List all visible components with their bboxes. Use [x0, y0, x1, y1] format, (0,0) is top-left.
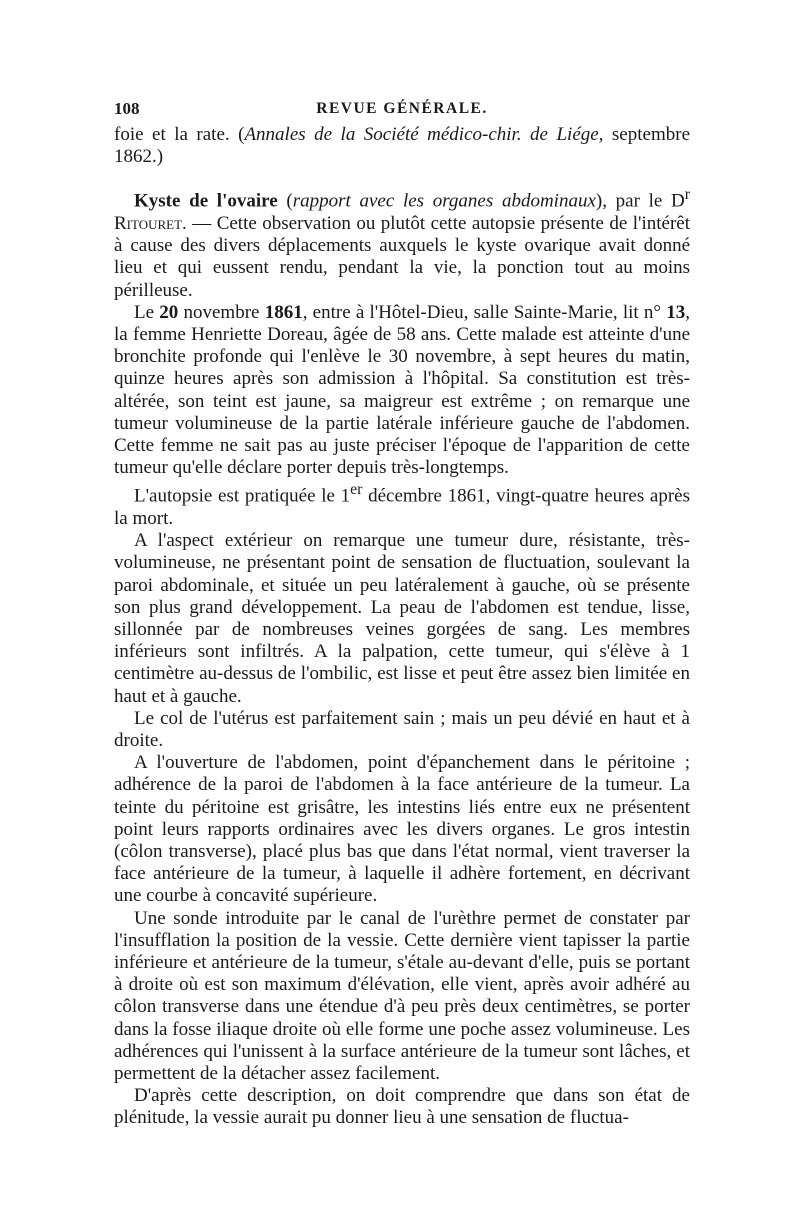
page-number: 108 — [114, 99, 140, 118]
superscript: er — [350, 481, 363, 499]
text-run: , la femme Henriette Doreau, âgée de 58 ans. Cette malade est atteinte d'une bronchite profonde qui l'enlève le 30 novembre, à sept heures du matin, quinze heures après son admission à l'hôpital. Sa constitution est très-altérée, son teint est jaune, sa maigreur est extrême ; on remarque une tumeur volumineuse de la partie latérale inférieure gauche de l'abdomen. Cette femme ne sait pas au juste préciser l'époque de l'apparition de cette tumeur qu'elle déclare porter depuis très-longtemps. — [114, 301, 690, 479]
text-run: Le — [134, 301, 160, 323]
author-name: Ritouret — [114, 212, 183, 234]
text-run: novembre — [178, 301, 265, 323]
paragraph: D'après cette description, on doit comprendre que dans son état de plénitude, la vessie aurait pu donner lieu à une sensation de fluctua- — [114, 1085, 690, 1129]
paragraph — [114, 302, 690, 480]
text-run: foie et la rate. ( — [114, 124, 245, 145]
paragraph: A l'aspect extérieur on remarque une tumeur dure, résistante, très-volumineuse, ne présentant point de sensation de fluctuation, soulevant la paroi abdominale, et située un peu latéralement à gauche, où se présente son plus grand développement. La peau de l'abdomen est tendue, lisse, sillonnée par de nombreuses veines gorgées de sang. Les membres inférieurs sont infiltrés. A la palpation, cette tumeur, qui s'élève à 1 centimètre au-dessus de l'ombilic, est lisse et peut être assez bien limitée en haut et à gauche. — [114, 530, 690, 707]
paragraph: A l'ouverture de l'abdomen, point d'épanchement dans le péritoine ; adhérence de la paroi de l'abdomen à la face antérieure de la tumeur. La teinte du péritoine est grisâtre, les intestins liés entre eux ne présentent point leurs rapports ordinaires avec les divers organes. Le gros intestin (côlon transverse), placé plus bas que dans l'état normal, vient traverser la face antérieure de la tumeur, à laquelle il adhère fortement, en décrivant une courbe à concavité supérieure. — [114, 752, 690, 907]
body-text — [114, 124, 690, 1130]
text-run: ), par le D — [595, 190, 685, 212]
text-run: L'autopsie est pratiquée le 1 — [134, 485, 351, 507]
text-run: décembre 1861, vingt-quatre heures après la mort. — [114, 485, 690, 529]
paragraph-continuation — [114, 124, 690, 168]
text-run: . — Cette observation ou plutôt cette autopsie présente de l'intérêt à cause des divers déplacements auxquels le kyste ovarique avait donné lieu et qui eussent rendu, pendant la vie, la ponction tout au moins périlleuse. — [114, 212, 690, 301]
bed-number: 13 — [666, 301, 686, 323]
date-day: 20 — [159, 301, 179, 323]
article-paragraph — [114, 184, 690, 301]
article-title: Kyste de l'ovaire — [134, 190, 278, 212]
superscript: r — [684, 186, 691, 204]
paragraph — [114, 479, 690, 530]
paragraph: Une sonde introduite par le canal de l'urèthre permet de constater par l'insufflation la position de la vessie. Cette dernière vient tapisser la partie inférieure et antérieure de la tumeur, s'étale au-devant d'elle, puis se portant à droite où est son maximum d'élévation, elle vient, après avoir adhéré au côlon transverse dans une étendue d'à peu près deux centimètres, se porter dans la fosse iliaque droite où elle forme une poche assez volumineuse. Les adhérences qui l'unissent à la surface antérieure de la tumeur sont lâches, et permettent de la détacher assez facilement. — [114, 907, 690, 1084]
article-subtitle: rapport avec les organes abdominaux — [292, 190, 596, 212]
running-title: REVUE GÉNÉRALE. — [316, 100, 488, 117]
running-head — [114, 94, 690, 124]
text-run: septembre 1862.) — [114, 124, 690, 168]
journal-citation: Annales de la Société médico-chir. de Liége, — [244, 124, 604, 145]
date-year: 1861 — [264, 301, 303, 323]
paragraph: Le col de l'utérus est parfaitement sain ; mais un peu dévié en haut et à droite. — [114, 707, 690, 751]
text-run: , entre à l'Hôtel-Dieu, salle Sainte-Marie, lit n° — [302, 301, 667, 323]
text-run: ( — [277, 190, 293, 212]
